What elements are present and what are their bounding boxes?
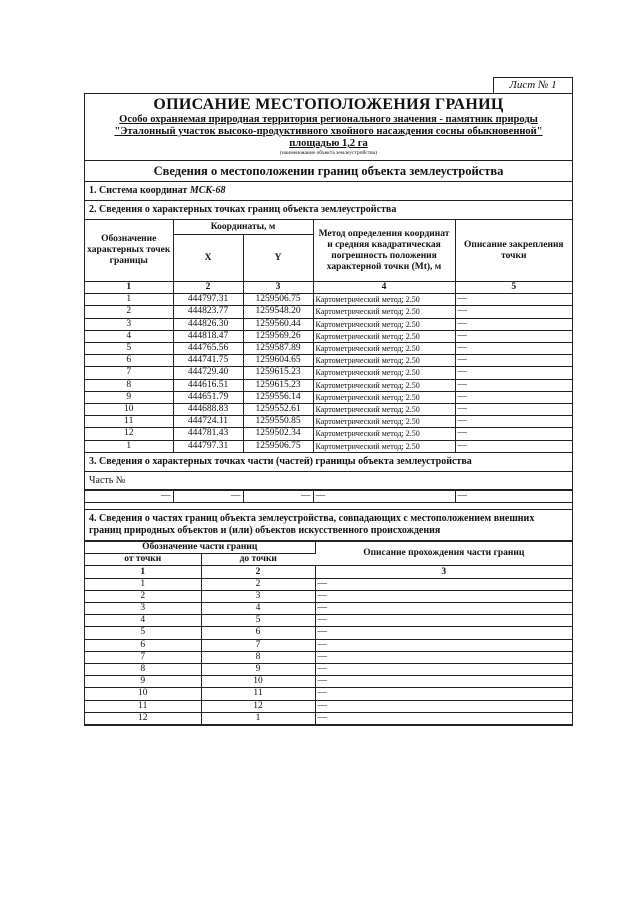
fix-cell: — (455, 440, 572, 452)
method-cell: Картометрический метод; 2.50 (313, 391, 455, 403)
part-row (85, 688, 572, 700)
coord-y: 1259550.85 (243, 416, 313, 428)
method-cell: Картометрический метод; 2.50 (313, 367, 455, 379)
point-row (85, 306, 572, 318)
header-coords: Координаты, м (173, 220, 313, 235)
desc-cell: — (315, 590, 572, 602)
main-section-heading: Сведения о местоположении границ объекта землеустройства (85, 161, 572, 182)
point-id: 8 (85, 379, 173, 391)
sheet-number: Лист № 1 (493, 77, 573, 94)
col-number: 4 (313, 282, 455, 294)
object-caption: (наименование объекта землеустройства) (280, 150, 377, 156)
point-id: 2 (85, 306, 173, 318)
method-cell: Картометрический метод; 2.50 (313, 440, 455, 452)
dash-cell: — (85, 490, 173, 502)
coord-y: 1259556.14 (243, 391, 313, 403)
part-row (85, 590, 572, 602)
desc-cell: — (315, 603, 572, 615)
from-point: 2 (85, 590, 201, 602)
fix-cell: — (455, 294, 572, 306)
coord-x: 444729.40 (173, 367, 243, 379)
col-number: 1 (85, 566, 201, 578)
method-cell: Картометрический метод; 2.50 (313, 306, 455, 318)
point-id: 10 (85, 404, 173, 416)
header-to: до точки (201, 554, 315, 566)
point-row (85, 416, 572, 428)
method-cell: Картометрический метод; 2.50 (313, 330, 455, 342)
part-row (85, 651, 572, 663)
part-row (85, 676, 572, 688)
desc-cell: — (315, 664, 572, 676)
from-point: 9 (85, 676, 201, 688)
col-number: 3 (243, 282, 313, 294)
boundary-points-table (85, 219, 572, 453)
header-y: Y (243, 235, 313, 282)
fix-cell: — (455, 379, 572, 391)
header-fix: Описание закрепления точки (455, 220, 572, 282)
point-id: 11 (85, 416, 173, 428)
coord-y: 1259615.23 (243, 367, 313, 379)
point-row (85, 404, 572, 416)
header-method: Метод определения координат и средняя квадратическая погрешность положения характерной точки (Mt), м (313, 220, 455, 282)
fix-cell: — (455, 404, 572, 416)
method-cell: Картометрический метод; 2.50 (313, 343, 455, 355)
to-point: 2 (201, 578, 315, 590)
header-x: X (173, 235, 243, 282)
fix-cell: — (455, 306, 572, 318)
section4-heading: 4. Сведения о частях границ объекта землеустройства, совпадающих с местоположением внешних границ природных объектов и (или) объектов искусственного происхождения (85, 509, 572, 541)
coord-x: 444797.31 (173, 440, 243, 452)
header-from: от точки (85, 554, 201, 566)
coord-x: 444818.47 (173, 330, 243, 342)
part-row (85, 700, 572, 712)
part-row (85, 578, 572, 590)
coord-y: 1259506.75 (243, 294, 313, 306)
coord-y: 1259506.75 (243, 440, 313, 452)
point-row (85, 294, 572, 306)
point-row (85, 330, 572, 342)
point-id: 7 (85, 367, 173, 379)
desc-cell: — (315, 700, 572, 712)
point-row (85, 355, 572, 367)
header-part: Обозначение части границ (85, 542, 315, 554)
part-number: Часть № (85, 472, 572, 490)
fix-cell: — (455, 428, 572, 440)
point-row (85, 391, 572, 403)
point-row (85, 428, 572, 440)
coord-x: 444823.77 (173, 306, 243, 318)
part-row (85, 639, 572, 651)
desc-cell: — (315, 712, 572, 724)
col-number: 3 (315, 566, 572, 578)
fix-cell: — (455, 343, 572, 355)
part-row (85, 615, 572, 627)
coord-y: 1259587.89 (243, 343, 313, 355)
desc-cell: — (315, 627, 572, 639)
header-point: Обозначение характерных точек границы (85, 220, 173, 282)
from-point: 12 (85, 712, 201, 724)
fix-cell: — (455, 416, 572, 428)
coordinate-system-label: 1. Система координат (89, 185, 188, 196)
coordinate-system-value: МСК-68 (189, 185, 226, 196)
fix-cell: — (455, 318, 572, 330)
coord-x: 444616.51 (173, 379, 243, 391)
coord-y: 1259502.34 (243, 428, 313, 440)
part-row (85, 664, 572, 676)
col-number: 1 (85, 282, 173, 294)
from-point: 4 (85, 615, 201, 627)
point-id: 1 (85, 294, 173, 306)
point-id: 4 (85, 330, 173, 342)
coord-x: 444797.31 (173, 294, 243, 306)
coord-y: 1259604.65 (243, 355, 313, 367)
to-point: 3 (201, 590, 315, 602)
col-number: 2 (201, 566, 315, 578)
coord-x: 444781.43 (173, 428, 243, 440)
to-point: 8 (201, 651, 315, 663)
from-point: 5 (85, 627, 201, 639)
coord-x: 444724.11 (173, 416, 243, 428)
part-points-table (85, 490, 572, 503)
dash-cell: — (243, 490, 313, 502)
object-area: площадью 1,2 га (289, 138, 368, 149)
method-cell: Картометрический метод; 2.50 (313, 294, 455, 306)
col-number: 2 (173, 282, 243, 294)
method-cell: Картометрический метод; 2.50 (313, 355, 455, 367)
coordinate-system (85, 182, 572, 201)
method-cell: Картометрический метод; 2.50 (313, 379, 455, 391)
coord-y: 1259552.61 (243, 404, 313, 416)
from-point: 8 (85, 664, 201, 676)
fix-cell: — (455, 391, 572, 403)
coord-y: 1259548.20 (243, 306, 313, 318)
to-point: 7 (201, 639, 315, 651)
desc-cell: — (315, 615, 572, 627)
point-id: 12 (85, 428, 173, 440)
coord-x: 444765.56 (173, 343, 243, 355)
object-line-2: "Эталонный участок высоко-продуктивного хвойного насаждения сосны обыкновенной" (114, 126, 543, 137)
coord-x: 444741.75 (173, 355, 243, 367)
header-desc: Описание прохождения части границ (315, 542, 572, 566)
desc-cell: — (315, 688, 572, 700)
method-cell: Картометрический метод; 2.50 (313, 428, 455, 440)
to-point: 6 (201, 627, 315, 639)
coord-y: 1259615.23 (243, 379, 313, 391)
point-id: 3 (85, 318, 173, 330)
desc-cell: — (315, 639, 572, 651)
point-row (85, 367, 572, 379)
fix-cell: — (455, 355, 572, 367)
coord-y: 1259569.26 (243, 330, 313, 342)
desc-cell: — (315, 676, 572, 688)
object-line-1: Особо охраняемая природная территория регионального значения - памятник природы (119, 114, 538, 125)
title-block (85, 94, 572, 161)
part-row (85, 603, 572, 615)
to-point: 5 (201, 615, 315, 627)
to-point: 10 (201, 676, 315, 688)
section3-heading: 3. Сведения о характерных точках части (частей) границы объекта землеустройства (85, 453, 572, 472)
desc-cell: — (315, 651, 572, 663)
coord-x: 444826.30 (173, 318, 243, 330)
part-row (85, 627, 572, 639)
point-id: 6 (85, 355, 173, 367)
method-cell: Картометрический метод; 2.50 (313, 318, 455, 330)
coord-y: 1259560.44 (243, 318, 313, 330)
to-point: 11 (201, 688, 315, 700)
point-id: 9 (85, 391, 173, 403)
to-point: 12 (201, 700, 315, 712)
from-point: 10 (85, 688, 201, 700)
from-point: 7 (85, 651, 201, 663)
from-point: 1 (85, 578, 201, 590)
dash-cell: — (173, 490, 243, 502)
section2-heading: 2. Сведения о характерных точках границ объекта землеустройства (89, 204, 397, 215)
coord-x: 444651.79 (173, 391, 243, 403)
from-point: 6 (85, 639, 201, 651)
document-frame (84, 93, 573, 726)
part-row (85, 712, 572, 724)
to-point: 4 (201, 603, 315, 615)
desc-cell: — (315, 578, 572, 590)
dash-cell: — (455, 490, 572, 502)
col-number: 5 (455, 282, 572, 294)
from-point: 3 (85, 603, 201, 615)
method-cell: Картометрический метод; 2.50 (313, 404, 455, 416)
fix-cell: — (455, 367, 572, 379)
point-id: 1 (85, 440, 173, 452)
point-row (85, 343, 572, 355)
from-point: 11 (85, 700, 201, 712)
method-cell: Картометрический метод; 2.50 (313, 416, 455, 428)
point-row (85, 379, 572, 391)
to-point: 1 (201, 712, 315, 724)
point-row (85, 318, 572, 330)
to-point: 9 (201, 664, 315, 676)
fix-cell: — (455, 330, 572, 342)
point-id: 5 (85, 343, 173, 355)
dash-cell: — (313, 490, 455, 502)
coord-x: 444688.83 (173, 404, 243, 416)
boundary-parts-table (85, 541, 572, 725)
document-title: ОПИСАНИЕ МЕСТОПОЛОЖЕНИЯ ГРАНИЦ (153, 96, 504, 113)
point-row (85, 440, 572, 452)
